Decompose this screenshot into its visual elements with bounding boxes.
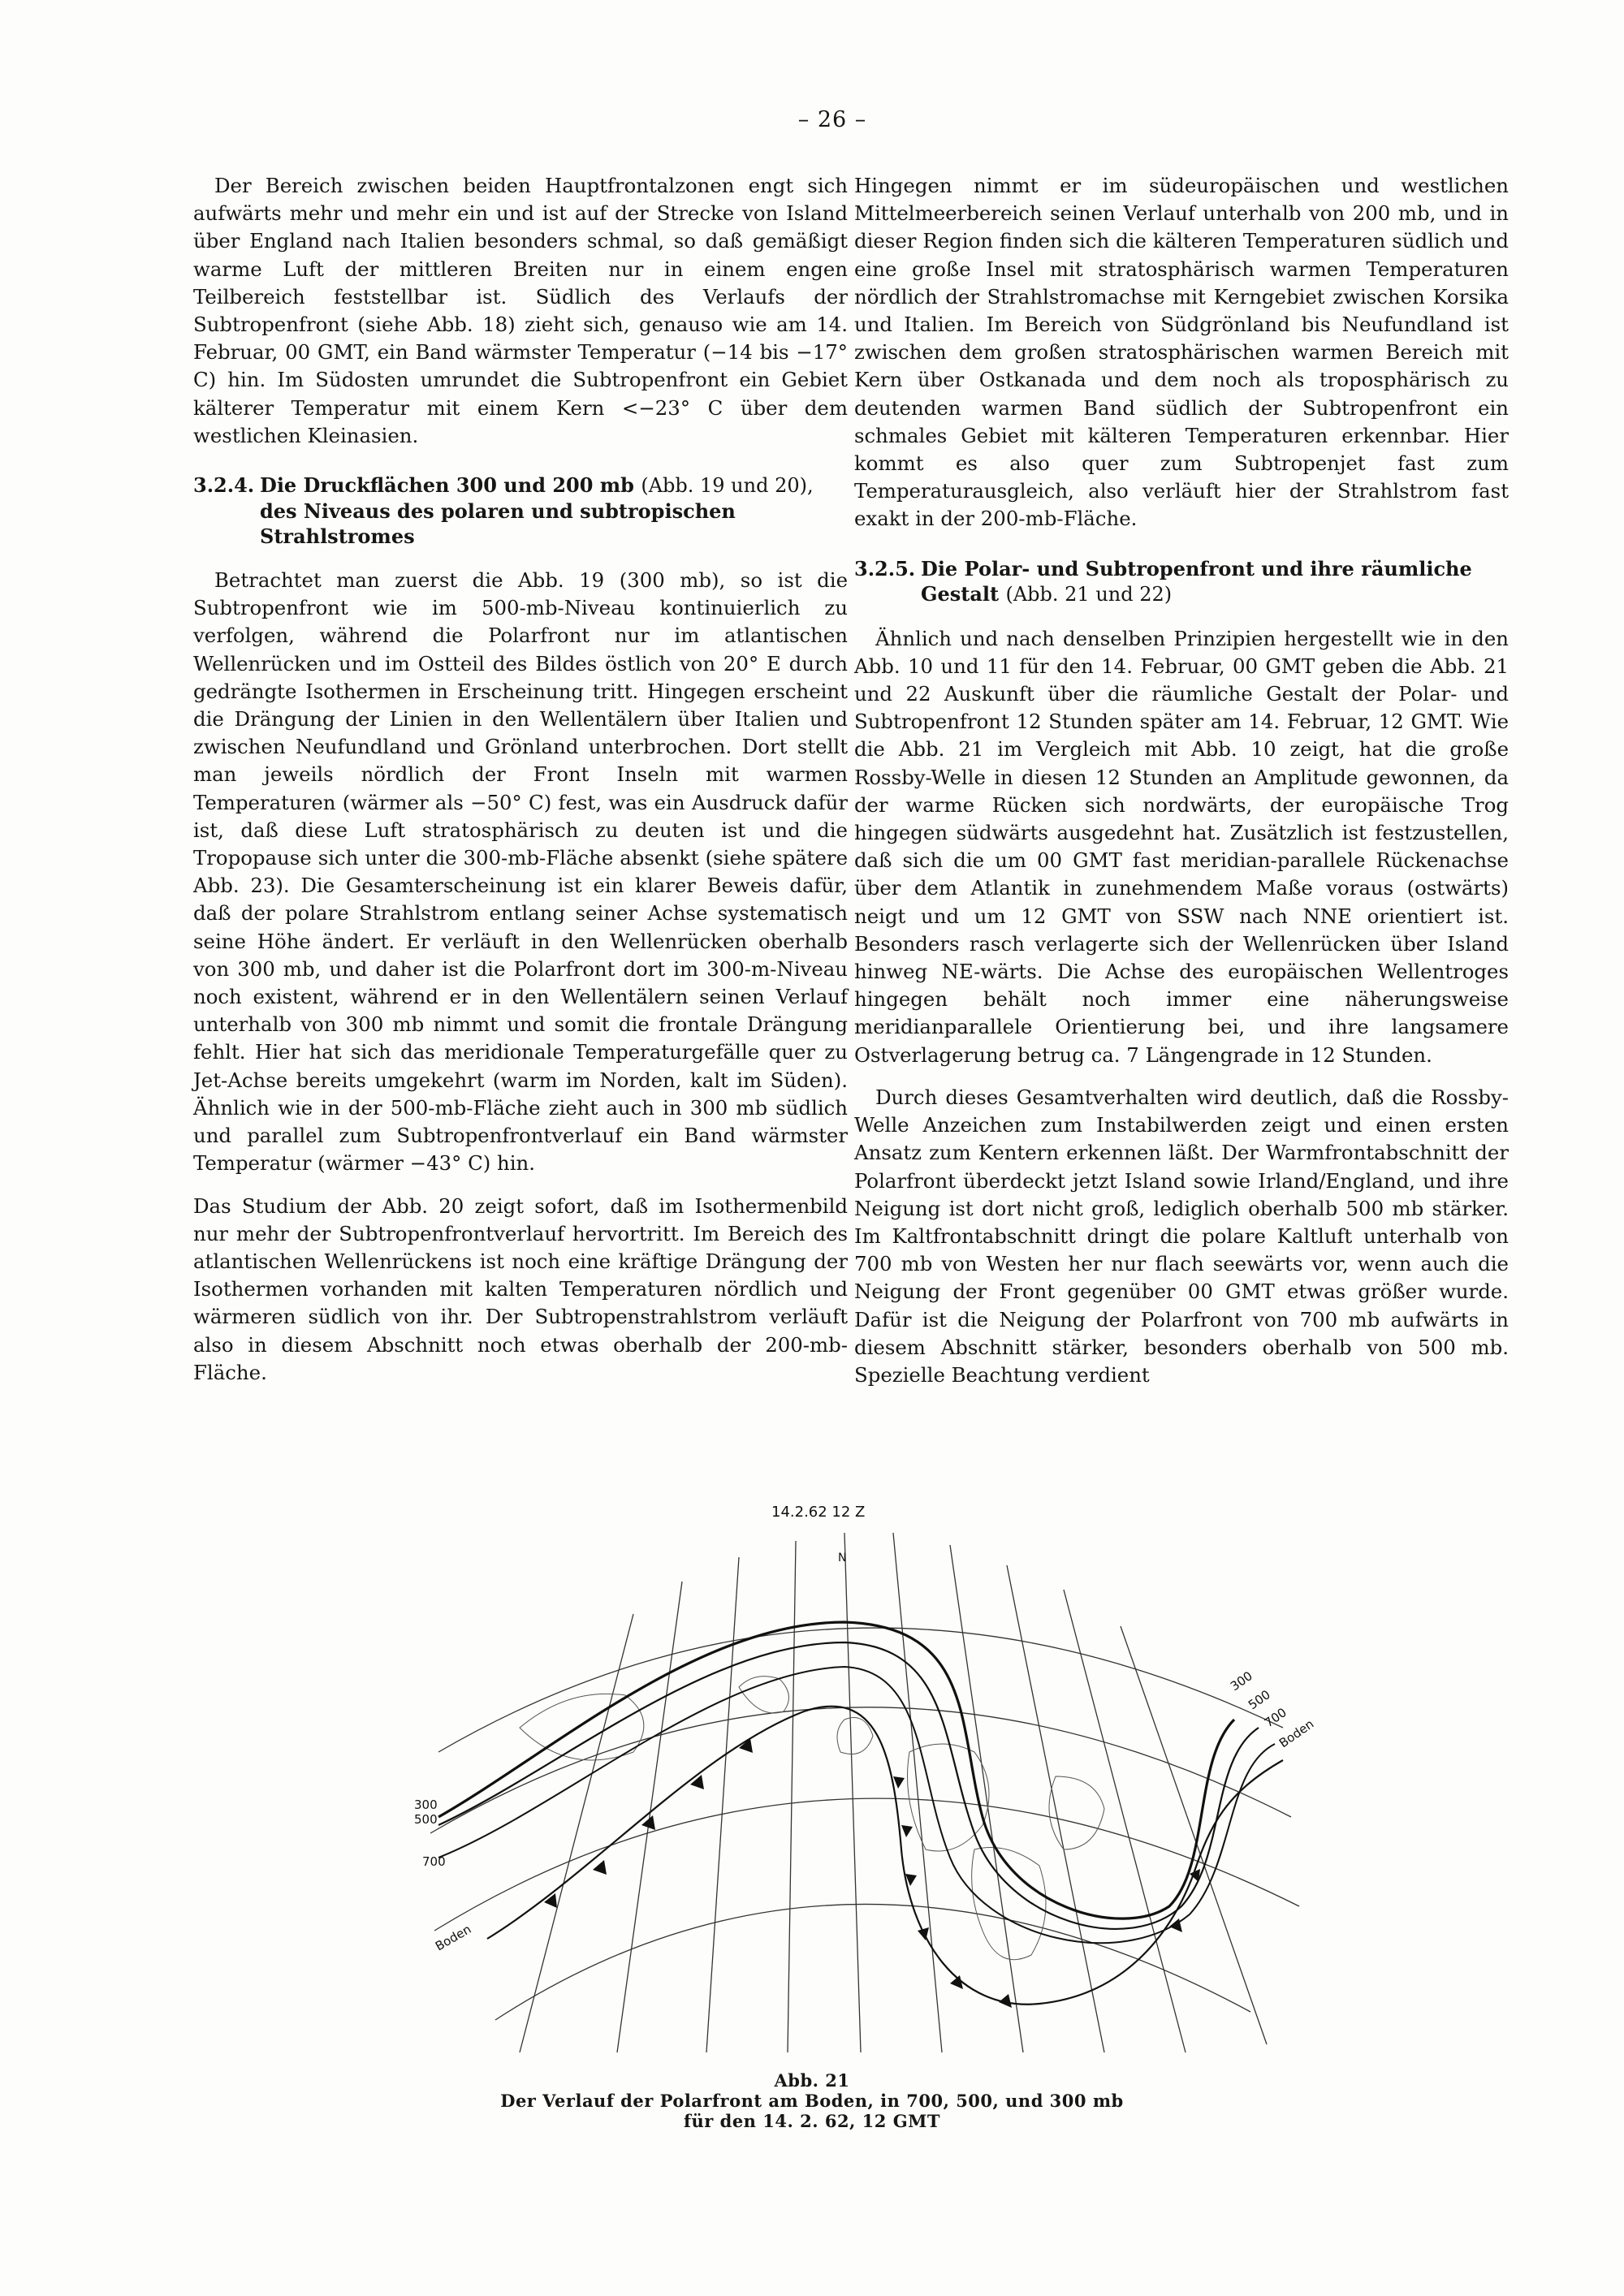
section-title: Die Druckflächen 300 und 200 mb — [260, 473, 634, 498]
figure-caption — [244, 2070, 1380, 2131]
level-labels — [414, 1668, 1316, 1953]
front-lines — [438, 1622, 1283, 2005]
label-boden-left: Boden — [433, 1922, 474, 1954]
caption-text: Der Verlauf der Polarfront am Boden, in 700, 500, und 300 mb — [500, 2091, 1124, 2111]
label-300-right: 300 — [1227, 1668, 1255, 1694]
caption-date: für den 14. 2. 62, 12 GMT — [683, 2111, 941, 2131]
label-300-left: 300 — [414, 1798, 438, 1812]
paragraph: Der Bereich zwischen beiden Hauptfrontalzonen engt sich aufwärts mehr und mehr ein und ist auf der Strecke von Island über England nach Italien besonders schmal, so daß gemäßigt warme Luft der mittleren Breiten nur in einem engen Teilbereich feststellbar ist. Südlich des Verlaufs der Subtropenfront (siehe Abb. 18) zieht sich, genauso wie am 14. Februar, 00 GMT, ein Band wärmster Temperatur (−14 bis −17° C) hin. Im Südosten umrundet die Subtropenfront ein Gebiet kälterer Temperatur mit einem Kern <−23° C über dem westlichen Kleinasien. — [193, 174, 848, 447]
section-title: Die Polar- und Subtropenfront und ihre räumliche Gestalt — [921, 556, 1472, 606]
section-title-line2: des Niveaus des polaren und subtropischen Strahlstromes — [260, 499, 736, 549]
section-number: 3.2.4. — [193, 473, 255, 498]
section-heading — [854, 556, 1509, 607]
figure-date-label: 14.2.62 12 Z — [771, 1504, 866, 1521]
label-700-right: 700 — [1261, 1705, 1289, 1731]
label-700-left: 700 — [422, 1854, 446, 1869]
coastlines — [520, 1677, 1104, 1960]
caption-label: Abb. 21 — [774, 2070, 850, 2091]
front-map-figure — [390, 1484, 1332, 2069]
page-number: – 26 – — [797, 107, 867, 132]
section-number: 3.2.5. — [854, 556, 916, 580]
paragraph: Ähnlich und nach denselben Prinzipien hergestellt wie in den Abb. 10 und 11 für den 14. Februar, 00 GMT geben die Abb. 21 und 22 Auskunft über die räumliche Gestalt der Polar- und Subtropenfront 12 Stunden später am 14. Februar, 12 GMT. Wie die Abb. 21 im Vergleich mit Abb. 10 zeigt, hat die große Rossby-Welle in diesen 12 Stunden an Amplitude gewonnen, da der warme Rücken sich nordwärts, der europäische Trog hingegen südwärts ausgedehnt hat. Zusätzlich ist festzustellen, daß sich die um 00 GMT fast meridian-parallele Rückenachse über dem Atlantik in zunehmendem Maße voraus (ostwärts) neigt und um 12 GMT von SSW nach NNE orientiert ist. Besonders rasch verlagerte sich der Wellenrücken über Island hinweg NE-wärts. Die Achse des europäischen Wellentroges hingegen behält noch immer eine näherungsweise meridianparallele Orientierung bei, und ihre langsamere Ostverlagerung betrug ca. 7 Längengrade in 12 Stunden. — [854, 626, 1509, 1067]
section-heading — [193, 473, 848, 549]
paragraph: Hingegen nimmt er im südeuropäischen und westlichen Mittelmeerbereich seinen Verlauf unterhalb von 200 mb, und in dieser Region finden sich die kälteren Temperaturen südlich und eine große Insel mit stratosphärisch warmen Temperaturen nördlich der Strahlstromachse mit Kerngebiet zwischen Korsika und Italien. Im Bereich von Südgrönland bis Neufundland ist zwischen dem großen stratosphärischen warmen Bereich mit Kern über Ostkanada und dem noch als troposphärisch zu deutenden warmen Band südlich der Subtropenfront ein schmales Gebiet mit kälteren Temperaturen erkennbar. Hier kommt es also quer zum Subtropenjet fast zum Temperaturausgleich, also verläuft hier der Strahlstrom fast exakt in der 200-mb-Fläche. — [854, 174, 1509, 531]
paragraph: Das Studium der Abb. 20 zeigt sofort, daß im Isothermenbild nur mehr der Subtropenfrontverlauf hervortritt. Im Bereich des atlantischen Wellenrückens ist noch eine kräftige Drängung der Isothermen vorhanden mit kalten Temperaturen nördlich und wärmeren südlich von ihr. Der Subtropenstrahlstrom verläuft also in diesem Abschnitt noch etwas oberhalb der 200-mb-Fläche. — [193, 1193, 848, 1384]
section-figure-ref: (Abb. 21 und 22) — [1005, 582, 1173, 606]
left-column — [193, 172, 848, 1401]
front-symbols — [544, 1738, 1200, 2008]
paragraph: Betrachtet man zuerst die Abb. 19 (300 mb), so ist die Subtropenfront wie im 500-mb-Niveau kontinuierlich zu verfolgen, während die Polarfront nur im atlantischen Wellenrücken und im Ostteil des Bildes östlich von 20° E durch gedrängte Isothermen in Erscheinung tritt. Hingegen erscheint die Drängung der Linien in den Wellentälern über Italien und zwischen Neufundland und Grönland unterbrochen. Dort stellt man jeweils nördlich der Front Inseln mit warmen Temperaturen (wärmer als −50° C) fest, was ein Ausdruck dafür ist, daß diese Luft stratosphärisch zu deuten ist und die Tropopause sich unter die 300-mb-Fläche absenkt (siehe spätere Abb. 23). Die Gesamterscheinung ist ein klarer Beweis dafür, daß der polare Strahlstrom entlang seiner Achse systematisch seine Höhe ändert. Er verläuft in den Wellenrücken oberhalb von 300 mb, und daher ist die Polarfront dort im 300-m-Niveau noch existent, während er in den Wellentälern seinen Verlauf unterhalb von 300 mb nimmt und somit die frontale Drängung fehlt. Hier hat sich das meridionale Temperaturgefälle quer zu Jet-Achse bereits umgekehrt (warm im Norden, kalt im Süden). Ähnlich wie in der 500-mb-Fläche zieht auch in 300 mb südlich und parallel zum Subtropenfrontverlauf ein Band wärmster Temperatur (wärmer −43° C) hin. — [193, 568, 848, 1176]
paragraph: Durch dieses Gesamtverhalten wird deutlich, daß die Rossby-Welle Anzeichen zum Instabilwerden zeigt und einen ersten Ansatz zum Kentern erkennen läßt. Der Warmfrontabschnitt der Polarfront überdeckt jetzt Island sowie Irland/England, und ihre Neigung ist dort nicht groß, lediglich oberhalb 500 mb stärker. Im Kaltfrontabschnitt dringt die polare Kaltluft unterhalb von 700 mb von Westen her nur flach seewärts vor, wenn auch die Neigung der Front gegenüber 00 GMT etwas größer wurde. Dafür ist die Neigung der Polarfront von 700 mb aufwärts in diesem Abschnitt stärker, besonders oberhalb von 500 mb. Spezielle Beachtung verdient — [854, 1085, 1509, 1387]
north-label: N — [838, 1552, 847, 1564]
section-figure-ref: (Abb. 19 und 20), — [641, 474, 814, 498]
label-500-right: 500 — [1245, 1687, 1273, 1713]
right-column — [854, 172, 1509, 1404]
label-boden-right: Boden — [1276, 1716, 1317, 1751]
label-500-left: 500 — [414, 1812, 438, 1827]
